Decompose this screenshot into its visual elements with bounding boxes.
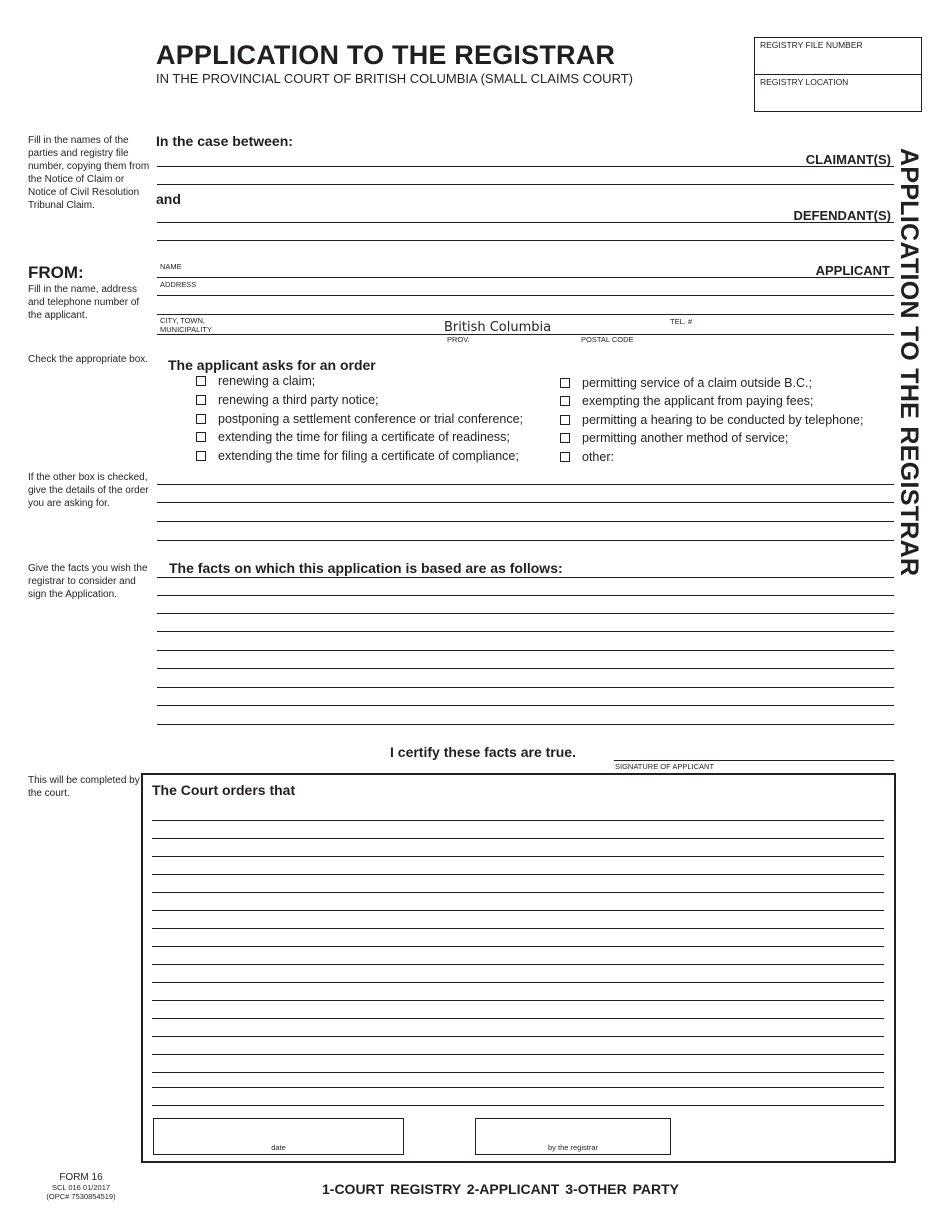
postal-code-label: POSTAL CODE xyxy=(581,335,634,344)
court-line[interactable] xyxy=(152,1018,884,1019)
province-value[interactable]: British Columbia xyxy=(444,320,552,335)
registrar-label: by the registrar xyxy=(547,1143,599,1152)
checkbox[interactable] xyxy=(560,396,570,406)
name-label: NAME xyxy=(160,262,182,271)
form-code: SCL 016 01/2017 xyxy=(51,1183,111,1192)
checkbox[interactable] xyxy=(196,395,206,405)
defendant-line-2[interactable] xyxy=(157,240,894,241)
note-from: Fill in the name, address and telephone number of the applicant. xyxy=(28,284,140,321)
court-line[interactable] xyxy=(152,910,884,911)
court-line[interactable] xyxy=(152,1036,884,1037)
city-label-line2: MUNICIPALITY xyxy=(160,325,212,334)
option-label: extending the time for filing a certificate of readiness; xyxy=(218,430,510,444)
other-details-line-4[interactable] xyxy=(157,540,894,541)
option-label: renewing a third party notice; xyxy=(218,393,379,407)
note-court: This will be completed by the court. xyxy=(28,775,140,799)
court-line[interactable] xyxy=(152,1054,884,1055)
checkbox[interactable] xyxy=(196,432,206,442)
court-line[interactable] xyxy=(152,946,884,947)
checkbox[interactable] xyxy=(560,415,570,425)
order-heading: The applicant asks for an order xyxy=(168,357,376,373)
defendant-line-1[interactable] xyxy=(157,222,894,223)
address-line-1[interactable] xyxy=(157,295,894,296)
note-parties: Fill in the names of the parties and registry file number, copying them from the Notice of Claim or Notice of Civil Resolution Tribunal Claim. xyxy=(28,135,150,211)
court-line[interactable] xyxy=(152,1072,884,1073)
option-label: postponing a settlement conference or trial conference; xyxy=(218,412,524,426)
option-exempting-fees[interactable] xyxy=(560,394,813,408)
other-details-line-3[interactable] xyxy=(157,521,894,522)
option-label: permitting a hearing to be conducted by telephone; xyxy=(582,413,864,427)
copy-distribution: 1-COURT REGISTRY 2-APPLICANT 3-OTHER PARTY xyxy=(322,1181,679,1197)
court-line[interactable] xyxy=(152,982,884,983)
checkbox[interactable] xyxy=(560,433,570,443)
claimant-line-1[interactable] xyxy=(157,166,894,167)
option-postponing-conference[interactable] xyxy=(196,412,523,426)
court-line[interactable] xyxy=(152,892,884,893)
signature-label: SIGNATURE OF APPLICANT xyxy=(615,762,715,771)
registry-location-field[interactable] xyxy=(755,75,921,112)
court-box xyxy=(141,773,896,1163)
certify-statement: I certify these facts are true. xyxy=(390,744,576,760)
city-label xyxy=(160,316,212,334)
name-line[interactable] xyxy=(157,277,894,278)
note-other-box: If the other box is checked, give the details of the order you are asking for. xyxy=(28,472,149,509)
option-label: exempting the applicant from paying fees; xyxy=(582,394,814,408)
checkbox[interactable] xyxy=(560,378,570,388)
facts-line-4[interactable] xyxy=(157,631,894,632)
court-line[interactable] xyxy=(152,1087,884,1088)
court-line[interactable] xyxy=(152,1105,884,1106)
option-other-service-method[interactable] xyxy=(560,431,788,445)
case-between-heading: In the case between: xyxy=(156,133,293,149)
court-line[interactable] xyxy=(152,820,884,821)
facts-line-3[interactable] xyxy=(157,613,894,614)
claimant-line-2[interactable] xyxy=(157,184,894,185)
court-line[interactable] xyxy=(152,856,884,857)
form-number: FORM 16 xyxy=(59,1172,103,1183)
registrar-signature-box[interactable] xyxy=(475,1118,671,1155)
option-label: renewing a claim; xyxy=(218,374,316,388)
applicant-label: APPLICANT xyxy=(815,263,890,278)
checkbox[interactable] xyxy=(560,452,570,462)
claimants-label: CLAIMANT(S) xyxy=(805,152,891,167)
checkbox[interactable] xyxy=(196,451,206,461)
address-line-2[interactable] xyxy=(157,314,894,315)
opc-number: (OPC# 7530854519) xyxy=(46,1192,116,1201)
court-line[interactable] xyxy=(152,838,884,839)
other-details-line-2[interactable] xyxy=(157,502,894,503)
option-telephone-hearing[interactable] xyxy=(560,413,863,427)
option-other[interactable] xyxy=(560,450,614,464)
other-details-line-1[interactable] xyxy=(157,484,894,485)
registry-location-label: REGISTRY LOCATION xyxy=(760,77,849,87)
city-line[interactable] xyxy=(157,334,894,335)
checkbox[interactable] xyxy=(196,414,206,424)
court-line[interactable] xyxy=(152,874,884,875)
signature-line[interactable] xyxy=(614,760,894,761)
court-line[interactable] xyxy=(152,964,884,965)
note-check-box: Check the appropriate box. xyxy=(28,354,149,365)
facts-line-2[interactable] xyxy=(157,595,894,596)
form-title: APPLICATION TO THE REGISTRAR xyxy=(156,40,616,70)
court-line[interactable] xyxy=(152,1000,884,1001)
facts-line-5[interactable] xyxy=(157,650,894,651)
defendants-label: DEFENDANT(S) xyxy=(793,208,891,223)
facts-line-7[interactable] xyxy=(157,687,894,688)
form-subtitle: IN THE PROVINCIAL COURT OF BRITISH COLUMBIA (SMALL CLAIMS COURT) xyxy=(156,71,633,86)
date-box[interactable] xyxy=(153,1118,404,1155)
vertical-title: APPLICATION TO THE REGISTRAR xyxy=(895,148,923,577)
address-label: ADDRESS xyxy=(160,280,197,289)
court-orders-heading: The Court orders that xyxy=(152,782,296,798)
checkbox[interactable] xyxy=(196,376,206,386)
from-heading: FROM: xyxy=(28,263,84,282)
form-footer-info xyxy=(40,1172,122,1201)
tel-label: TEL. # xyxy=(670,317,693,326)
option-extending-readiness[interactable] xyxy=(196,430,510,444)
option-renewing-claim[interactable] xyxy=(196,374,315,388)
facts-line-8[interactable] xyxy=(157,705,894,706)
facts-heading: The facts on which this application is based are as follows: xyxy=(169,560,563,576)
facts-line-1[interactable] xyxy=(157,577,894,578)
facts-line-6[interactable] xyxy=(157,668,894,669)
and-label: and xyxy=(156,191,181,207)
registry-box xyxy=(754,37,922,112)
registry-file-number-field[interactable] xyxy=(755,38,921,75)
city-label-line1: CITY, TOWN, xyxy=(160,316,206,325)
option-service-outside-bc[interactable] xyxy=(560,376,812,390)
option-label: extending the time for filing a certificate of compliance; xyxy=(218,449,519,463)
note-facts: Give the facts you wish the registrar to consider and sign the Application. xyxy=(28,563,148,600)
option-label: permitting another method of service; xyxy=(582,431,789,445)
prov-label: PROV. xyxy=(447,335,470,344)
court-line[interactable] xyxy=(152,928,884,929)
option-label: permitting service of a claim outside B.C.; xyxy=(582,376,812,390)
option-renewing-third-party[interactable] xyxy=(196,393,379,407)
option-label: other: xyxy=(582,450,614,464)
registry-file-number-label: REGISTRY FILE NUMBER xyxy=(760,40,863,50)
facts-line-9[interactable] xyxy=(157,724,894,725)
option-extending-compliance[interactable] xyxy=(196,449,519,463)
date-label: date xyxy=(271,1143,286,1152)
